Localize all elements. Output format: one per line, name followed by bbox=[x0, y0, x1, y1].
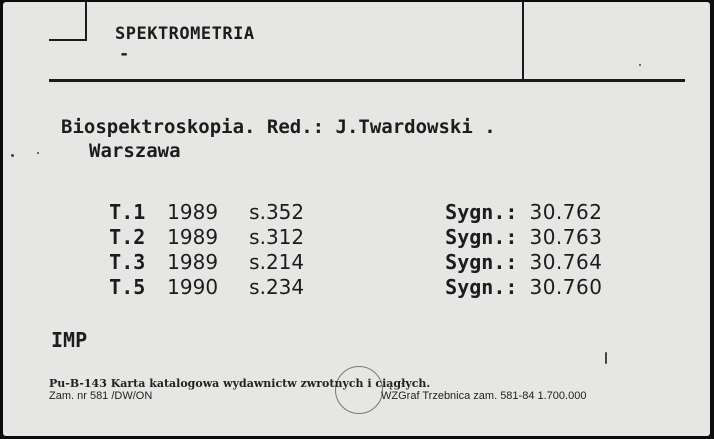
signature-label: Sygn.: bbox=[445, 275, 518, 299]
printer-footer-order: Zam. nr 581 /DW/ON bbox=[49, 390, 153, 402]
signature-row bbox=[397, 251, 602, 323]
printer-footer-line-1: Pu-B-143 Karta katalogowa wydawnictw zwrotnych i ciągłych. bbox=[49, 377, 431, 390]
printer-stamp-circle bbox=[335, 366, 383, 414]
volume-number: T.2 bbox=[109, 225, 146, 249]
volume-pages: s.214 bbox=[249, 250, 305, 274]
signature-number: 30.762 bbox=[529, 200, 603, 224]
signature-label: Sygn.: bbox=[445, 225, 518, 249]
dust-speck bbox=[639, 64, 641, 66]
volume-pages: s.312 bbox=[249, 225, 305, 249]
volume-pages: s.352 bbox=[249, 200, 305, 224]
header-left-short-rule bbox=[49, 39, 87, 41]
printer-footer-press: WZGraf Trzebnica zam. 581-84 1.700.000 bbox=[381, 390, 587, 402]
bibliography-line-1: Biospektroskopia. Red.: J.Twardowski . bbox=[61, 116, 496, 138]
bibliography-line-2: Warszawa bbox=[89, 140, 181, 162]
header-bottom-rule bbox=[49, 79, 685, 82]
volume-number: T.3 bbox=[109, 250, 146, 274]
volume-number: T.1 bbox=[109, 200, 146, 224]
header-right-vertical-rule bbox=[522, 2, 524, 80]
volume-number: T.5 bbox=[109, 275, 146, 299]
volume-pages: s.234 bbox=[249, 275, 305, 299]
volume-row bbox=[61, 251, 349, 323]
header-left-vertical-rule bbox=[85, 2, 87, 40]
volume-year: 1990 bbox=[167, 275, 219, 299]
dust-speck bbox=[605, 352, 607, 364]
collection-code: IMP bbox=[51, 328, 88, 352]
signature-label: Sygn.: bbox=[445, 250, 518, 274]
dust-speck bbox=[11, 154, 14, 157]
subject-heading-dash: - bbox=[119, 44, 130, 64]
signature-number: 30.760 bbox=[529, 275, 603, 299]
catalog-card bbox=[3, 2, 710, 436]
volume-year: 1989 bbox=[167, 250, 219, 274]
volume-year: 1989 bbox=[167, 200, 219, 224]
subject-heading: SPEKTROMETRIA bbox=[115, 24, 255, 44]
signature-label: Sygn.: bbox=[445, 200, 518, 224]
signature-number: 30.763 bbox=[529, 225, 603, 249]
volume-year: 1989 bbox=[167, 225, 219, 249]
dust-speck bbox=[37, 152, 39, 154]
signature-number: 30.764 bbox=[529, 250, 603, 274]
